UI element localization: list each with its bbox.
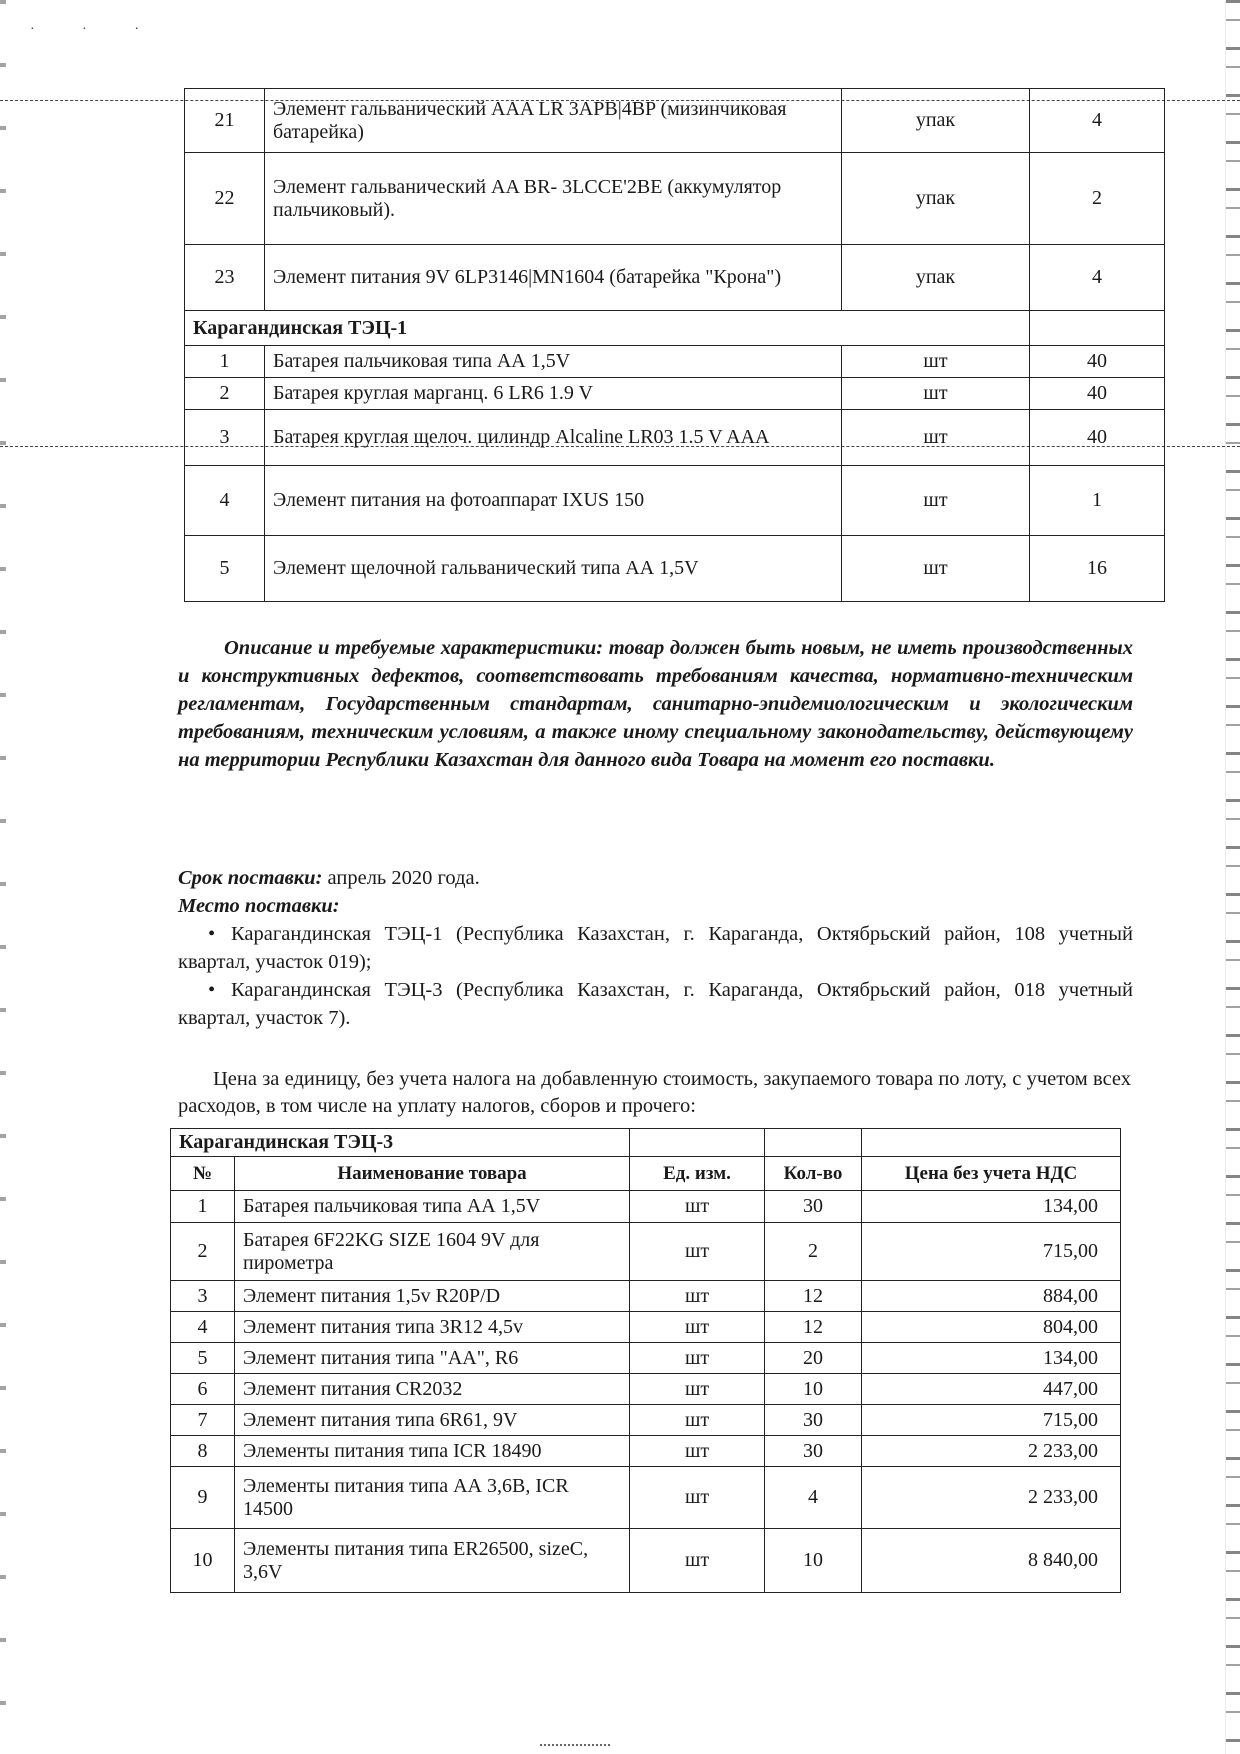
- item-quantity: 12: [765, 1312, 862, 1343]
- scan-edge-left: [0, 0, 6, 1754]
- table-row: [185, 410, 1165, 466]
- table-row: [171, 1191, 1121, 1223]
- header-qty: Кол-во: [765, 1157, 862, 1191]
- header-row: [171, 1157, 1121, 1191]
- item-quantity: 40: [1030, 378, 1165, 410]
- item-price: 2 233,00: [862, 1436, 1121, 1467]
- row-number: 9: [171, 1467, 235, 1529]
- table-row: [171, 1529, 1121, 1593]
- row-number: 8: [171, 1436, 235, 1467]
- section-empty-cell: [1030, 311, 1165, 346]
- item-name: Батарея круглая щелоч. цилиндр Alcaline LR03 1.5 V AAA: [265, 410, 842, 466]
- table-row: [171, 1405, 1121, 1436]
- delivery-term-value: апрель 2020 года.: [322, 867, 480, 889]
- table-row: [185, 346, 1165, 378]
- header-price: Цена без учета НДС: [862, 1157, 1121, 1191]
- item-quantity: 2: [1030, 153, 1165, 245]
- table-row: [185, 466, 1165, 536]
- delivery-place-item: [178, 920, 1133, 976]
- item-name: Элемент питания 1,5v R20P/D: [235, 1281, 630, 1312]
- item-unit: шт: [630, 1312, 765, 1343]
- item-unit: шт: [630, 1374, 765, 1405]
- header-unit: Ед. изм.: [630, 1157, 765, 1191]
- row-number: 5: [185, 536, 265, 602]
- item-unit: шт: [842, 536, 1030, 602]
- row-number: 5: [171, 1343, 235, 1374]
- item-unit: шт: [630, 1281, 765, 1312]
- item-name: Элементы питания типа АА 3,6В, ICR 14500: [235, 1467, 630, 1529]
- delivery-term: [178, 864, 1133, 892]
- item-name: Элемент щелочной гальванический типа АА 1,5V: [265, 536, 842, 602]
- item-name: Элемент питания типа 6R61, 9V: [235, 1405, 630, 1436]
- table-row: [171, 1467, 1121, 1529]
- item-name: Элемент питания 9V 6LP3146|MN1604 (батарейка "Крона"): [265, 245, 842, 311]
- item-price: 134,00: [862, 1343, 1121, 1374]
- item-price: 447,00: [862, 1374, 1121, 1405]
- item-unit: упак: [842, 245, 1030, 311]
- row-number: 23: [185, 245, 265, 311]
- delivery-place-text: Карагандинская ТЭЦ-1 (Республика Казахстан, г. Караганда, Октябрьский район, 108 учетный квартал, участок 019);: [178, 923, 1133, 973]
- section-title: Карагандинская ТЭЦ-3: [171, 1129, 630, 1157]
- item-quantity: 12: [765, 1281, 862, 1312]
- header-name: Наименование товара: [235, 1157, 630, 1191]
- item-unit: шт: [842, 378, 1030, 410]
- row-number: 1: [171, 1191, 235, 1223]
- section-title: Карагандинская ТЭЦ-1: [185, 311, 1030, 346]
- item-name: Элементы питания типа ICR 18490: [235, 1436, 630, 1467]
- delivery-place-item: [178, 976, 1133, 1032]
- row-number: 4: [185, 466, 265, 536]
- row-number: 3: [185, 410, 265, 466]
- delivery-info: [178, 864, 1133, 1032]
- item-quantity: 30: [765, 1191, 862, 1223]
- item-name: Элемент питания CR2032: [235, 1374, 630, 1405]
- item-quantity: 4: [765, 1467, 862, 1529]
- table-row: [171, 1281, 1121, 1312]
- item-quantity: 4: [1030, 245, 1165, 311]
- item-unit: шт: [630, 1405, 765, 1436]
- item-name: Элемент гальванический AA BR- 3LCCE'2BE (аккумулятор пальчиковый).: [265, 153, 842, 245]
- item-quantity: 40: [1030, 346, 1165, 378]
- item-quantity: 2: [765, 1223, 862, 1281]
- row-number: 4: [171, 1312, 235, 1343]
- item-price: 134,00: [862, 1191, 1121, 1223]
- item-unit: шт: [842, 466, 1030, 536]
- item-quantity: 10: [765, 1374, 862, 1405]
- item-name: Элементы питания типа ER26500, sizeC, 3,6V: [235, 1529, 630, 1593]
- table-row: [171, 1223, 1121, 1281]
- table-row: [185, 536, 1165, 602]
- price-table: [170, 1128, 1121, 1593]
- row-number: 2: [185, 378, 265, 410]
- delivery-place-label: Место поставки:: [178, 895, 340, 917]
- bullet-icon: •: [208, 923, 216, 945]
- bullet-icon: •: [208, 979, 216, 1001]
- item-price: 8 840,00: [862, 1529, 1121, 1593]
- item-quantity: 1: [1030, 466, 1165, 536]
- item-quantity: 30: [765, 1436, 862, 1467]
- header-num: №: [171, 1157, 235, 1191]
- item-price: 715,00: [862, 1405, 1121, 1436]
- item-quantity: 4: [1030, 89, 1165, 153]
- item-unit: шт: [630, 1436, 765, 1467]
- item-price: 884,00: [862, 1281, 1121, 1312]
- item-unit: шт: [630, 1343, 765, 1374]
- battery-table-top: [184, 88, 1165, 602]
- table-row: [171, 1436, 1121, 1467]
- item-quantity: 10: [765, 1529, 862, 1593]
- item-name: Элемент питания типа 3R12 4,5v: [235, 1312, 630, 1343]
- table-row: [171, 1374, 1121, 1405]
- section-empty-cell: [630, 1129, 765, 1157]
- item-name: Батарея круглая марганц. 6 LR6 1.9 V: [265, 378, 842, 410]
- section-header-row: [171, 1129, 1121, 1157]
- item-unit: шт: [630, 1529, 765, 1593]
- item-unit: шт: [842, 410, 1030, 466]
- item-quantity: 40: [1030, 410, 1165, 466]
- item-unit: упак: [842, 153, 1030, 245]
- requirements-description: [178, 634, 1133, 774]
- table-row: [185, 378, 1165, 410]
- row-number: 3: [171, 1281, 235, 1312]
- item-name: Элемент питания на фотоаппарат IXUS 150: [265, 466, 842, 536]
- table-row: [185, 153, 1165, 245]
- item-quantity: 16: [1030, 536, 1165, 602]
- row-number: 7: [171, 1405, 235, 1436]
- item-unit: шт: [630, 1467, 765, 1529]
- item-name: Батарея пальчиковая типа АА 1,5V: [265, 346, 842, 378]
- item-quantity: 20: [765, 1343, 862, 1374]
- item-name: Элемент гальванический AAA LR 3APB|4BP (мизинчиковая батарейка): [265, 89, 842, 153]
- item-unit: шт: [842, 346, 1030, 378]
- item-name: Батарея 6F22KG SIZE 1604 9V для пирометра: [235, 1223, 630, 1281]
- row-number: 22: [185, 153, 265, 245]
- item-price: 804,00: [862, 1312, 1121, 1343]
- table-row: [185, 245, 1165, 311]
- item-unit: шт: [630, 1191, 765, 1223]
- delivery-place-text: Карагандинская ТЭЦ-3 (Республика Казахстан, г. Караганда, Октябрьский район, 018 учетный квартал, участок 7).: [178, 979, 1133, 1029]
- section-empty-cell: [862, 1129, 1121, 1157]
- item-price: 715,00: [862, 1223, 1121, 1281]
- delivery-term-label: Срок поставки:: [178, 867, 323, 889]
- section-empty-cell: [765, 1129, 862, 1157]
- scan-footer-marks: [540, 1744, 610, 1746]
- requirements-text: Описание и требуемые характеристики: товар должен быть новым, не иметь производственных и конструктивных дефектов, соответствовать требованиям качества, нормативно-техническим регламентам, Государственным стандартам, санитарно-эпидемиологическим и экологическим требованиям, техническим условиям, а также иному специальному законодательству, действующему на территории Республики Казахстан для данного вида Товара на момент его поставки.: [178, 637, 1133, 771]
- scan-dots: · · ·: [30, 22, 161, 37]
- item-name: Элемент питания типа "АА", R6: [235, 1343, 630, 1374]
- row-number: 1: [185, 346, 265, 378]
- table-row: [185, 89, 1165, 153]
- price-intro-text: Цена за единицу, без учета налога на добавленную стоимость, закупаемого товара по лоту, с учетом всех расходов, в том числе на уплату налогов, сборов и прочего:: [178, 1068, 1131, 1117]
- table-row: [171, 1312, 1121, 1343]
- item-price: 2 233,00: [862, 1467, 1121, 1529]
- item-unit: шт: [630, 1223, 765, 1281]
- item-quantity: 30: [765, 1405, 862, 1436]
- item-unit: упак: [842, 89, 1030, 153]
- table-row: [171, 1343, 1121, 1374]
- row-number: 6: [171, 1374, 235, 1405]
- section-header-row: [185, 311, 1165, 346]
- row-number: 10: [171, 1529, 235, 1593]
- scan-edge-right: [1225, 0, 1240, 1754]
- row-number: 21: [185, 89, 265, 153]
- item-name: Батарея пальчиковая типа АА 1,5V: [235, 1191, 630, 1223]
- row-number: 2: [171, 1223, 235, 1281]
